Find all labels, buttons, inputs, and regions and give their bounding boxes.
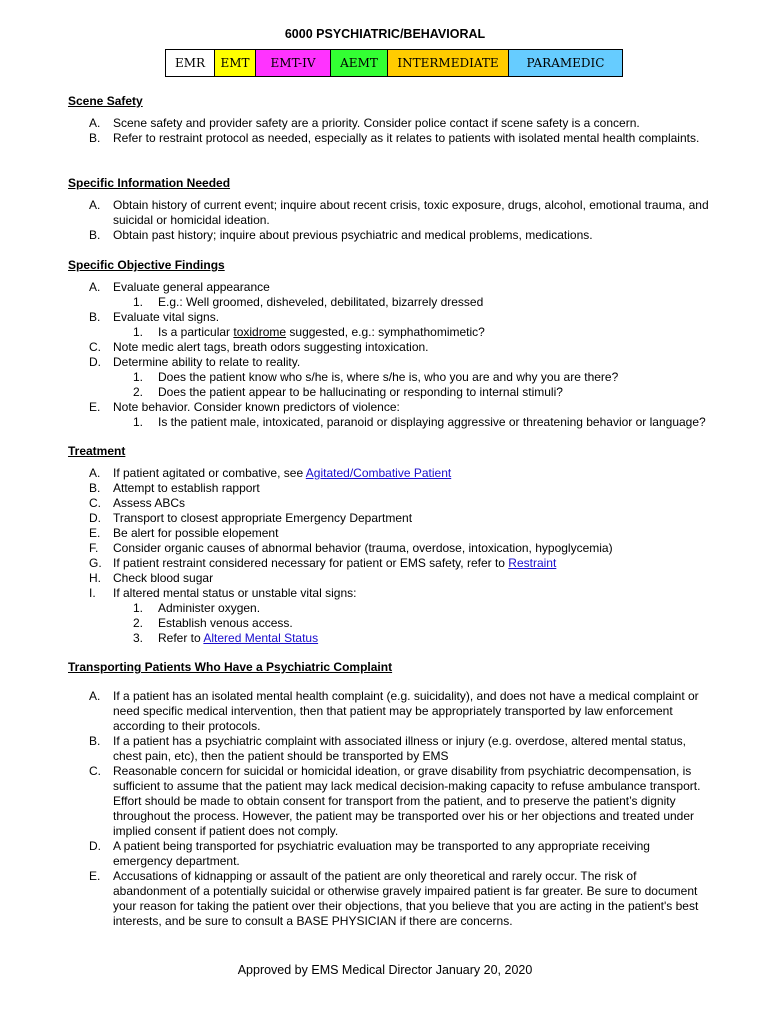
list-item: G. If patient restraint considered necessary for patient or EMS safety, refer to Restraint <box>89 556 557 570</box>
page-title: 6000 PSYCHIATRIC/BEHAVIORAL <box>284 27 486 41</box>
sub-list-item: 1. E.g.: Well groomed, disheveled, debilitated, bizarrely dressed <box>133 295 484 309</box>
specific-information-list <box>89 198 709 243</box>
section-heading-specific-information: Specific Information Needed <box>68 176 231 190</box>
list-item: F. Consider organic causes of abnormal behavior (trauma, overdose, intoxication, hypoglycemia) <box>89 541 613 555</box>
altered-mental-status-link[interactable]: Altered Mental Status <box>203 631 319 645</box>
section-heading-scene-safety: Scene Safety <box>68 94 143 108</box>
list-item: E. Note behavior. Consider known predictors of violence: <box>89 400 400 414</box>
objective-findings-list <box>89 280 709 430</box>
sub-list-item: 2. Does the patient appear to be hallucinating or responding to internal stimuli? <box>133 385 563 399</box>
section-heading-transporting: Transporting Patients Who Have a Psychiatric Complaint <box>68 660 393 674</box>
list-item: I. If altered mental status or unstable vital signs: <box>89 586 357 600</box>
section-heading-objective-findings: Specific Objective Findings <box>68 258 225 272</box>
level-emt-iv: EMT-IV <box>256 50 331 76</box>
list-item: B. Obtain past history; inquire about previous psychiatric and medical problems, medications. <box>89 228 593 242</box>
level-intermediate: INTERMEDIATE <box>388 50 509 76</box>
list-item: A. Scene safety and provider safety are a priority. Consider police contact if scene safety is a concern. <box>89 116 640 130</box>
list-item: A. If a patient has an isolated mental health complaint (e.g. suicidality), and does not have a medical complaint or need specific medical intervention, then that patient may be appropriately transported by law enforcement according to their protocols. <box>89 689 699 733</box>
level-emt: EMT <box>215 50 256 76</box>
sub-list-item: 2. Establish venous access. <box>133 616 293 630</box>
list-item: C. Reasonable concern for suicidal or homicidal ideation, or grave disability from psychiatric decompensation, is sufficient to assume that the patient may lack medical decision-making capacity to refuse ambulance transport. Effort should be made to obtain consent for transport from the patient, and to preserve the patient’s dignity throughout the process. However, the patient may be transported over his or her objections and treated under implied consent if patient does not comply. <box>89 764 701 838</box>
list-item: A. Evaluate general appearance <box>89 280 270 294</box>
sub-list-item: 1. Is the patient male, intoxicated, paranoid or displaying aggressive or threatening behavior or language? <box>133 415 706 429</box>
list-item: H. Check blood sugar <box>89 571 214 585</box>
list-item: C. Assess ABCs <box>89 496 186 510</box>
agitated-combative-patient-link[interactable]: Agitated/Combative Patient <box>305 466 452 480</box>
list-item: B. Refer to restraint protocol as needed, especially as it relates to patients with isolated mental health complaints. <box>89 131 700 145</box>
list-item: C. Note medic alert tags, breath odors suggesting intoxication. <box>89 340 429 354</box>
list-item: E. Accusations of kidnapping or assault of the patient are only theoretical and rarely occur. The risk of abandonment of a potentially suicidal or otherwise gravely impaired patient is far greater. Be sure to document your reason for taking the patient over their objections, that you believe that you are acting in the patient's best interests, and be sure to consult a BASE PHYSICIAN if there are concerns. <box>89 869 699 928</box>
approval-footer: Approved by EMS Medical Director January 20, 2020 <box>237 963 533 977</box>
level-aemt: AEMT <box>331 50 388 76</box>
list-item: D. A patient being transported for psychiatric evaluation may be transported to any appropriate receiving emergency department. <box>89 839 650 868</box>
level-paramedic: PARAMEDIC <box>509 50 622 76</box>
sub-list-item: 1. Is a particular toxidrome suggested, e.g.: symphathomimetic? <box>133 325 485 339</box>
sub-list-item: 3. Refer to Altered Mental Status <box>133 631 319 645</box>
list-item: D. Determine ability to relate to reality. <box>89 355 301 369</box>
list-item: B. If a patient has a psychiatric complaint with associated illness or injury (e.g. overdose, altered mental status, chest pain, etc), then the patient should be transported by EMS <box>89 734 686 763</box>
list-item: A. Obtain history of current event; inquire about recent crisis, toxic exposure, drugs, alcohol, emotional trauma, and suicidal or homicidal ideation. <box>89 198 709 227</box>
list-item: B. Evaluate vital signs. <box>89 310 220 324</box>
transporting-list <box>89 689 709 929</box>
section-heading-treatment: Treatment <box>68 444 126 458</box>
certification-levels-bar <box>165 49 623 77</box>
list-item: A. If patient agitated or combative, see Agitated/Combative Patient <box>89 466 452 480</box>
scene-safety-list <box>89 116 709 146</box>
toxidrome-term: toxidrome <box>233 325 287 339</box>
level-emr: EMR <box>166 50 215 76</box>
list-item: B. Attempt to establish rapport <box>89 481 260 495</box>
treatment-list <box>89 466 709 646</box>
restraint-link[interactable]: Restraint <box>508 556 557 570</box>
list-item: D. Transport to closest appropriate Emergency Department <box>89 511 413 525</box>
list-item: E. Be alert for possible elopement <box>89 526 279 540</box>
sub-list-item: 1. Administer oxygen. <box>133 601 261 615</box>
sub-list-item: 1. Does the patient know who s/he is, where s/he is, who you are and why you are there? <box>133 370 619 384</box>
